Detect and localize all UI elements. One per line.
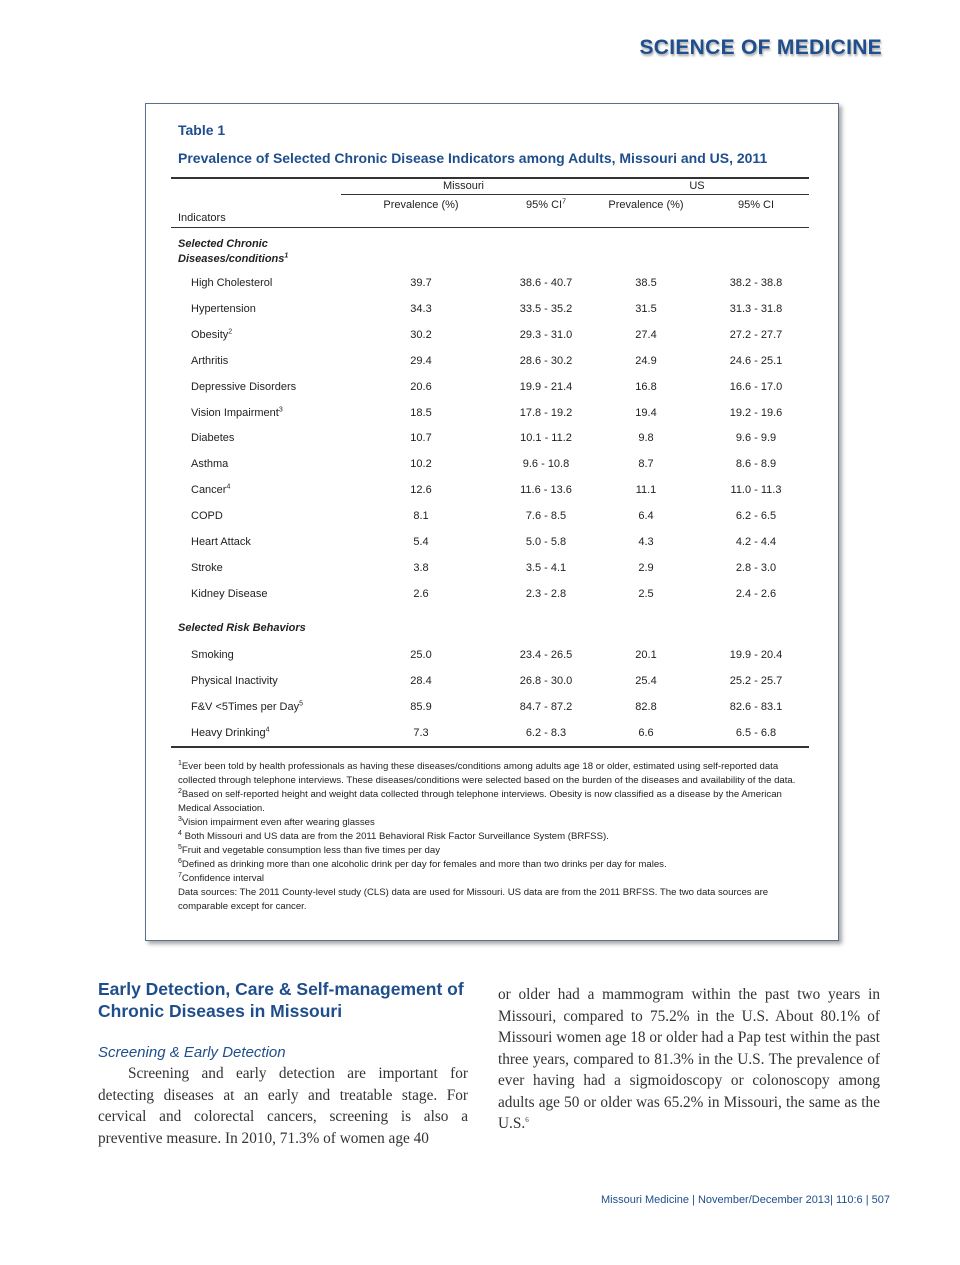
mo-prevalence: 28.4 (410, 674, 432, 687)
mo-ci: 17.8 - 19.2 (519, 406, 573, 419)
us-prevalence: 4.3 (638, 536, 654, 548)
table-row (146, 701, 838, 717)
table-footnotes (178, 760, 808, 914)
us-prevalence: 2.9 (638, 561, 654, 574)
indicator-name: Heart Attack (191, 536, 251, 548)
us-ci: 4.2 - 4.4 (735, 536, 777, 548)
us-prevalence: 16.8 (635, 380, 657, 393)
mo-ci: 2.3 - 2.8 (525, 587, 567, 600)
us-prevalence: 6.4 (638, 510, 654, 523)
col-us-prevalence: Prevalence (%) (608, 199, 684, 211)
indicator-name: COPD (191, 510, 223, 523)
article-left-paragraph: Screening and early detection are important for detecting diseases at an early and treatable stage. For cervical and colorectal cancers, screening is also a preventive measure. In 2010, 71.3% of women age 40 (98, 1065, 468, 1147)
table-label: Table 1 (178, 122, 226, 138)
us-prevalence: 20.1 (635, 649, 657, 661)
mo-ci: 5.0 - 5.8 (525, 536, 567, 548)
table-row (146, 588, 838, 604)
mo-ci: 33.5 - 35.2 (519, 302, 573, 315)
mo-prevalence: 29.4 (410, 354, 432, 367)
footnote: $^2$Based on self-reported height and weight data collected through telephone interviews. Obesity is now classified as a disease by the American Medical Association. (178, 787, 782, 814)
mo-ci: 23.4 - 26.5 (519, 649, 573, 661)
col-mo-prevalence: Prevalence (%) (383, 199, 459, 211)
mo-ci: 6.2 - 8.3 (525, 726, 567, 739)
mo-prevalence: 7.3 (413, 726, 429, 739)
mo-ci: 84.7 - 87.2 (519, 700, 573, 713)
section-chronic-diseases: Selected Chronic Diseases/conditions$^1$ (178, 238, 289, 265)
us-ci: 19.9 - 20.4 (729, 649, 783, 661)
mo-ci: 3.5 - 4.1 (525, 561, 567, 574)
article-subheading: Screening & Early Detection (98, 1044, 286, 1061)
us-ci: 38.2 - 38.8 (729, 277, 783, 289)
mo-prevalence: 34.3 (410, 302, 432, 315)
us-ci: 27.2 - 27.7 (729, 328, 783, 341)
mo-prevalence: 30.2 (410, 328, 432, 341)
table-1 (145, 103, 839, 941)
section-risk-behaviors: Selected Risk Behaviors (178, 622, 306, 634)
indicator-name: Vision Impairment$^3$ (191, 405, 283, 419)
indicator-name: Obesity$^2$ (191, 328, 233, 341)
article-right-paragraph: or older had a mammogram within the past two years in Missouri, compared to 75.2% in the U.S. About 80.1% of Missouri women age 18 or older had a Pap test within the past three years, compared to 81.3% in the U.S. The prevalence of ever having had a sigmoidoscopy or colonoscopy among adults age 50 or older was 65.2% in Missouri, the same as the U.S.$^6$ (498, 986, 880, 1132)
indicator-name: Stroke (191, 561, 223, 574)
us-ci: 19.2 - 19.6 (729, 406, 783, 419)
table-row (146, 510, 838, 526)
us-prevalence: 38.5 (635, 277, 657, 289)
us-ci: 8.6 - 8.9 (735, 458, 777, 471)
mo-ci: 28.6 - 30.2 (519, 354, 573, 367)
us-prevalence: 27.4 (635, 328, 657, 341)
us-prevalence: 19.4 (635, 406, 657, 419)
indicator-name: Cancer$^4$ (191, 483, 231, 497)
us-ci: 31.3 - 31.8 (729, 302, 783, 315)
us-ci: 11.0 - 11.3 (730, 484, 782, 497)
article-right-column (498, 984, 880, 1135)
section-header: SCIENCE OF MEDICINE (639, 36, 882, 59)
article-left-column (98, 978, 468, 1149)
mo-ci: 26.8 - 30.0 (519, 674, 573, 687)
indicator-name: Hypertension (191, 302, 256, 315)
us-prevalence: 11.1 (635, 484, 657, 497)
mo-ci: 29.3 - 31.0 (519, 328, 573, 341)
us-prevalence: 25.4 (635, 674, 657, 687)
table-row (146, 484, 838, 500)
mo-prevalence: 25.0 (410, 649, 432, 661)
us-prevalence: 82.8 (635, 700, 657, 713)
us-prevalence: 24.9 (635, 354, 657, 367)
us-prevalence: 2.5 (638, 587, 654, 600)
us-ci: 25.2 - 25.7 (729, 674, 783, 687)
mo-prevalence: 8.1 (413, 510, 429, 523)
footnote: $^5$Fruit and vegetable consumption less than five times per day (178, 843, 441, 856)
us-ci: 82.6 - 83.1 (729, 700, 783, 713)
mo-prevalence: 39.7 (410, 277, 432, 289)
mo-ci: 9.6 - 10.8 (522, 458, 570, 471)
us-ci: 2.8 - 3.0 (735, 561, 777, 574)
mo-prevalence: 10.7 (410, 432, 432, 445)
mo-prevalence: 18.5 (410, 406, 432, 419)
mo-prevalence: 5.4 (413, 536, 429, 548)
col-us-ci: 95% CI (737, 199, 775, 211)
us-prevalence: 6.6 (638, 726, 654, 739)
table-row (146, 536, 838, 552)
indicators-header: Indicators (178, 212, 226, 224)
group-missouri: Missouri (443, 180, 484, 192)
mo-ci: 19.9 - 21.4 (519, 380, 573, 393)
table-title: Prevalence of Selected Chronic Disease Indicators among Adults, Missouri and US, 2011 (178, 150, 768, 166)
table-row (146, 381, 838, 397)
mo-prevalence: 3.8 (413, 561, 429, 574)
indicator-name: High Cholesterol (191, 277, 273, 289)
table-row (146, 649, 838, 665)
indicator-name: Physical Inactivity (191, 674, 278, 687)
table-top-rule (171, 177, 809, 179)
footnote: $^7$Confidence interval (178, 871, 265, 884)
us-prevalence: 31.5 (635, 302, 657, 315)
mo-ci: 38.6 - 40.7 (519, 277, 573, 289)
table-row (146, 727, 838, 743)
page-footer: Missouri Medicine | November/December 2013| 110:6 | 507 (600, 1194, 890, 1206)
mo-ci: 11.6 - 13.6 (520, 484, 572, 497)
us-ci: 16.6 - 17.0 (729, 380, 783, 393)
table-bottom-rule (171, 746, 809, 748)
col-mo-ci: 95% $CI^7$ (526, 198, 566, 211)
footnote: $^6$Defined as drinking more than one alcoholic drink per day for females and more than two drinks per day for males. (178, 857, 667, 870)
mo-prevalence: 20.6 (410, 380, 432, 393)
table-row (146, 675, 838, 691)
indicator-name: Heavy Drinking$^4$ (191, 726, 270, 739)
footnote: Data sources: The 2011 County-level study (CLS) data are used for Missouri. US data are from the 2011 BRFSS. The two data sources are comparable except for cancer. (178, 887, 769, 912)
mo-prevalence: 2.6 (413, 587, 429, 600)
indicator-name: Diabetes (191, 432, 235, 445)
us-ci: 24.6 - 25.1 (729, 354, 783, 367)
us-ci: 6.2 - 6.5 (735, 510, 777, 523)
table-row (146, 407, 838, 423)
us-ci: 2.4 - 2.6 (735, 587, 777, 600)
footnote: $^3$Vision impairment even after wearing glasses (178, 815, 375, 828)
table-row (146, 562, 838, 578)
indicator-name: Arthritis (191, 354, 229, 367)
footnote: $^1$Ever been told by health professionals as having these diseases/conditions among adults age 18 or older, estimated using self-reported data collected through telephone interviews. These diseases/conditions were selected based on the burden of the diseases and availability of the data. (178, 759, 796, 786)
table-row (146, 355, 838, 371)
us-ci: 6.5 - 6.8 (735, 726, 777, 739)
indicator-name: Kidney Disease (191, 587, 268, 600)
table-row (146, 458, 838, 474)
article-heading: Early Detection, Care & Self-management of Chronic Diseases in Missouri (98, 979, 464, 1021)
us-prevalence: 8.7 (638, 458, 654, 471)
mo-prevalence: 85.9 (410, 700, 432, 713)
us-ci: 9.6 - 9.9 (735, 432, 777, 445)
indicator-name: Smoking (191, 649, 234, 661)
indicator-name: Asthma (191, 458, 229, 471)
footnote: $^4$ Both Missouri and US data are from the 2011 Behavioral Risk Factor Surveillance System (BRFSS). (178, 829, 609, 842)
table-row (146, 329, 838, 345)
table-row (146, 277, 838, 293)
indicator-name: Depressive Disorders (191, 380, 297, 393)
header-rule (171, 227, 809, 228)
indicator-name: F&V <5Times per Day$^5$ (191, 700, 304, 713)
mo-prevalence: 12.6 (410, 484, 432, 497)
us-prevalence: 9.8 (638, 432, 654, 445)
table-row (146, 303, 838, 319)
mo-ci: 7.6 - 8.5 (525, 510, 567, 523)
mo-prevalence: 10.2 (410, 458, 432, 471)
group-rule (341, 194, 809, 195)
group-us: US (689, 180, 705, 192)
mo-ci: 10.1 - 11.2 (520, 432, 572, 445)
table-row (146, 432, 838, 448)
